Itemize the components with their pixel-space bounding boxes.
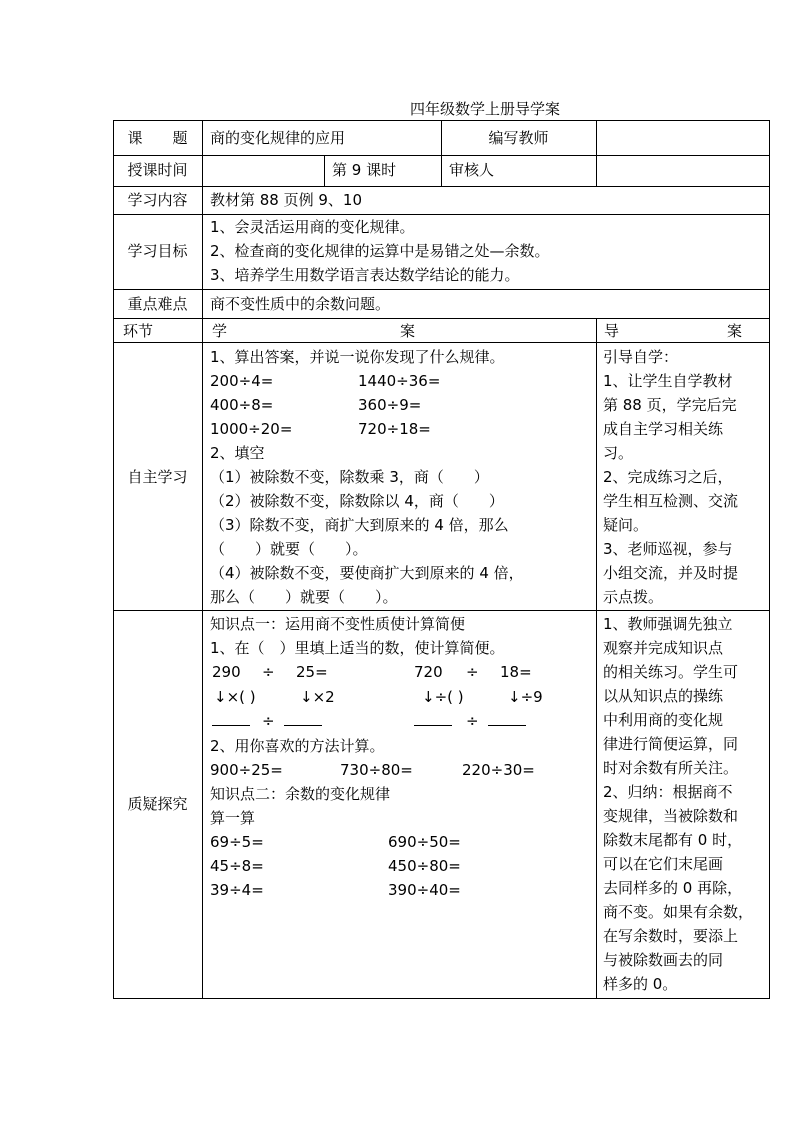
knowledge-point-1: 知识点一：运用商不变性质使计算简便 — [210, 615, 466, 633]
guide-line: 中利用商的变化规 — [603, 711, 724, 729]
inquiry-q2: 2、用你喜欢的方法计算。 — [210, 737, 385, 755]
fill-blank-item: 那么（ ）就要（ ）。 — [210, 588, 398, 606]
document-title: 四年级数学上册导学案 — [410, 100, 561, 118]
divisor-1: 25= — [296, 663, 328, 681]
col-line — [324, 155, 325, 186]
self-study-q1: 1、算出答案，并说一说你发现了什么规律。 — [210, 348, 505, 366]
guide-line: 的相关练习。学生可 — [603, 663, 739, 681]
col-line — [596, 318, 597, 999]
guide-header-1: 导 — [604, 322, 620, 340]
down-arrow-multiply-icon: ↓×2 — [300, 688, 335, 706]
guide-line: 3、老师巡视，参与 — [603, 540, 733, 558]
fill-blank-item: （4）被除数不变，要使商扩大到原来的 4 倍， — [210, 564, 524, 582]
guide-line: 习。 — [603, 444, 634, 462]
expression: 360÷9= — [358, 396, 422, 414]
period-value: 第 9 课时 — [332, 161, 397, 179]
guide-line: 律进行简便运算，同 — [603, 735, 739, 753]
divisor-2: 18= — [500, 663, 532, 681]
down-arrow-divide-icon: ↓÷9 — [508, 688, 543, 706]
division-sign: ÷ — [466, 663, 479, 681]
guide-line: 小组交流，并及时提 — [603, 564, 739, 582]
guide-line: 示点拨。 — [603, 588, 664, 606]
guide-line: 2、归纳：根据商不 — [603, 783, 733, 801]
expression: 1440÷36= — [358, 372, 441, 390]
focus-value: 商不变性质中的余数问题。 — [210, 295, 391, 313]
guide-line: 引导自学： — [603, 348, 679, 366]
answer-line — [414, 709, 452, 733]
time-label: 授课时间 — [127, 161, 188, 179]
remainder-expression: 69÷5= — [210, 833, 264, 851]
goals-label: 学习目标 — [127, 242, 188, 260]
guide-line: 在写余数时，要添上 — [603, 927, 739, 945]
guide-line: 2、完成练习之后， — [603, 468, 733, 486]
fill-blank-item: （ ）就要（ ）。 — [210, 540, 368, 558]
expression: 720÷18= — [358, 420, 431, 438]
guide-line: 变规律，当被除数和 — [603, 807, 739, 825]
content-label: 学习内容 — [127, 191, 188, 209]
self-study-q2: 2、填空 — [210, 444, 265, 462]
dividend-2: 720 — [414, 663, 443, 681]
goal-item: 2、检查商的变化规律的运算中是易错之处—余数。 — [210, 242, 550, 260]
remainder-expression: 39÷4= — [210, 881, 264, 899]
fill-blank-item: （1）被除数不变，除数乘 3，商（ ） — [210, 468, 489, 486]
content-value: 教材第 88 页例 9、10 — [210, 191, 363, 209]
remainder-expression: 390÷40= — [388, 881, 461, 899]
calc-expression: 730÷80= — [340, 761, 413, 779]
guide-line: 1、教师强调先独立 — [603, 615, 733, 633]
row-line — [113, 610, 770, 611]
study-header-1: 学 — [212, 322, 228, 340]
remainder-expression: 690÷50= — [388, 833, 461, 851]
remainder-expression: 450÷80= — [388, 857, 461, 875]
guide-line: 除数末尾都有 0 时， — [603, 831, 743, 849]
fill-blank-item: （3）除数不变，商扩大到原来的 4 倍，那么 — [210, 516, 509, 534]
expression: 1000÷20= — [210, 420, 293, 438]
down-arrow-divide-icon: ↓÷( ) — [422, 688, 464, 706]
division-sign: ÷ — [262, 663, 275, 681]
inquiry-q1: 1、在（ ）里填上适当的数，使计算简便。 — [210, 639, 505, 657]
focus-label: 重点难点 — [127, 295, 188, 313]
calc-expression: 220÷30= — [462, 761, 535, 779]
calc-title: 算一算 — [210, 809, 256, 827]
division-sign: ÷ — [466, 712, 479, 730]
calc-expression: 900÷25= — [210, 761, 283, 779]
guide-line: 与被除数画去的同 — [603, 951, 724, 969]
answer-line — [488, 709, 526, 733]
col-line — [202, 120, 203, 999]
course-label: 课 题 — [127, 129, 188, 147]
guide-line: 第 88 页，学完后完 — [603, 396, 737, 414]
guide-line: 观察并完成知识点 — [603, 639, 724, 657]
guide-line: 学生相互检测、交流 — [603, 492, 739, 510]
goal-item: 3、培养学生用数学语言表达数学结论的能力。 — [210, 266, 520, 284]
guide-line: 成自主学习相关练 — [603, 420, 724, 438]
reviewer-label: 审核人 — [449, 161, 495, 179]
answer-line — [284, 709, 322, 733]
expression: 200÷4= — [210, 372, 274, 390]
guide-line: 商不变。如果有余数， — [603, 903, 754, 921]
teacher-label: 编写教师 — [488, 129, 549, 147]
remainder-expression: 45÷8= — [210, 857, 264, 875]
row-line — [113, 186, 770, 187]
knowledge-point-2: 知识点二：余数的变化规律 — [210, 785, 391, 803]
inquiry-label: 质疑探究 — [127, 795, 188, 813]
study-header-2: 案 — [400, 322, 416, 340]
row-line — [113, 289, 770, 290]
stage-header: 环节 — [122, 322, 153, 340]
guide-line: 疑问。 — [603, 516, 649, 534]
fill-blank-item: （2）被除数不变，除数除以 4，商（ ） — [210, 492, 504, 510]
self-study-label: 自主学习 — [127, 468, 188, 486]
dividend-1: 290 — [212, 663, 241, 681]
guide-line: 样多的 0。 — [603, 975, 678, 993]
col-line — [596, 120, 597, 186]
guide-line: 1、让学生自学教材 — [603, 372, 733, 390]
goal-item: 1、会灵活运用商的变化规律。 — [210, 218, 415, 236]
expression: 400÷8= — [210, 396, 274, 414]
division-sign: ÷ — [262, 712, 275, 730]
guide-line: 可以在它们末尾画 — [603, 855, 724, 873]
course-value: 商的变化规律的应用 — [210, 129, 346, 147]
guide-line: 去同样多的 0 再除， — [603, 879, 743, 897]
guide-header-2: 案 — [727, 322, 743, 340]
guide-line: 时对余数有所关注。 — [603, 759, 739, 777]
guide-line: 以从知识点的操练 — [603, 687, 724, 705]
down-arrow-multiply-icon: ↓×( ) — [214, 688, 256, 706]
answer-line — [212, 709, 250, 733]
